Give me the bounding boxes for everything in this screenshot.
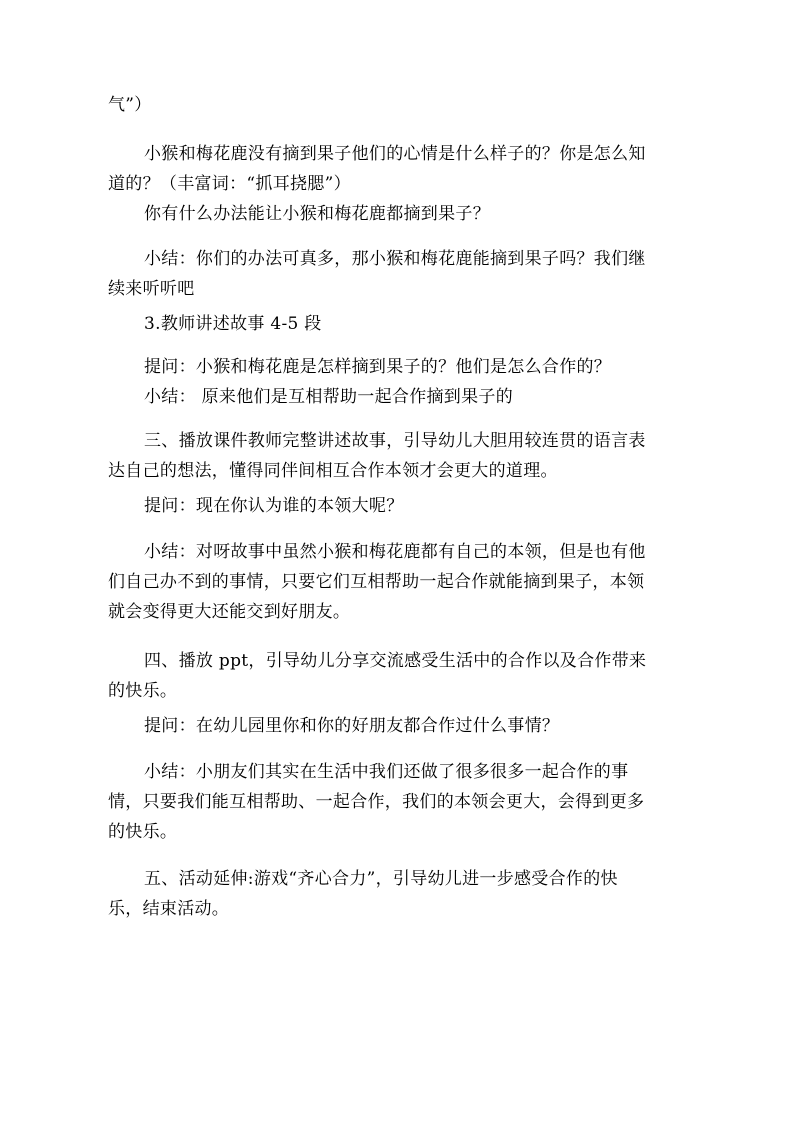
text-line: 提问：小猴和梅花鹿是怎样摘到果子的？他们是怎么合作的？: [144, 357, 612, 377]
paragraph-summary-2: [108, 382, 708, 412]
text-line: 小结：你们的办法可真多，那小猴和梅花鹿能摘到果子吗？我们继: [144, 249, 646, 269]
paragraph-question-mood: [108, 139, 708, 199]
text-line: 续来听听吧: [108, 279, 195, 299]
text-line: 道的？（丰富词：“抓耳挠腮”）: [108, 174, 351, 194]
text-line: 小结：小朋友们其实在生活中我们还做了很多很多一起合作的事: [144, 762, 629, 782]
text-line: 提问：在幼儿园里你和你的好朋友都合作过什么事情？: [144, 716, 560, 736]
text-line: 情，只要我们能互相帮助、一起合作，我们的本领会更大，会得到更多: [108, 792, 645, 812]
paragraph-section-5: [108, 864, 708, 924]
paragraph-question-method: [108, 199, 708, 229]
text-line: 小结：对呀故事中虽然小猴和梅花鹿都有自己的本领，但是也有他: [144, 542, 646, 562]
text-line: 四、播放 ppt，引导幼儿分享交流感受生活中的合作以及合作带来: [144, 651, 647, 671]
paragraph-question-ability: [108, 491, 708, 521]
text-line: 气”）: [108, 95, 152, 115]
paragraph-section-3: [108, 426, 708, 486]
text-line: 3.教师讲述故事 4-5 段: [144, 314, 322, 334]
paragraph-summary-4: [108, 757, 708, 847]
text-line: 们自己办不到的事情，只要它们互相帮助一起合作就能摘到果子，本领: [108, 572, 645, 592]
paragraph-section-4: [108, 646, 708, 706]
text-line: 小猴和梅花鹿没有摘到果子他们的心情是什么样子的？你是怎么知: [144, 144, 646, 164]
paragraph-question-kindergarten: [108, 711, 708, 741]
text-line: 五、活动延伸:游戏“齐心合力”，引导幼儿进一步感受合作的快: [144, 869, 618, 889]
text-line: 的快乐。: [108, 681, 178, 701]
paragraph-summary-3: [108, 537, 708, 627]
text-line: 提问：现在你认为谁的本领大呢？: [144, 496, 404, 516]
text-line: 小结： 原来他们是互相帮助一起合作摘到果子的: [144, 387, 514, 407]
text-line: 乐，结束活动。: [108, 899, 230, 919]
text-line: 三、播放课件教师完整讲述故事，引导幼儿大胆用较连贯的语言表: [144, 431, 646, 451]
text-line: 达自己的想法，懂得同伴间相互合作本领才会更大的道理。: [108, 461, 558, 481]
paragraph-step-3: [108, 309, 708, 339]
paragraph-summary-1: [108, 244, 708, 304]
paragraph-continuation: [108, 90, 708, 120]
text-line: 就会变得更大还能交到好朋友。: [108, 602, 351, 622]
paragraph-question-cooperate: [108, 352, 708, 382]
text-line: 你有什么办法能让小猴和梅花鹿都摘到果子？: [144, 204, 490, 224]
text-line: 的快乐。: [108, 822, 178, 842]
